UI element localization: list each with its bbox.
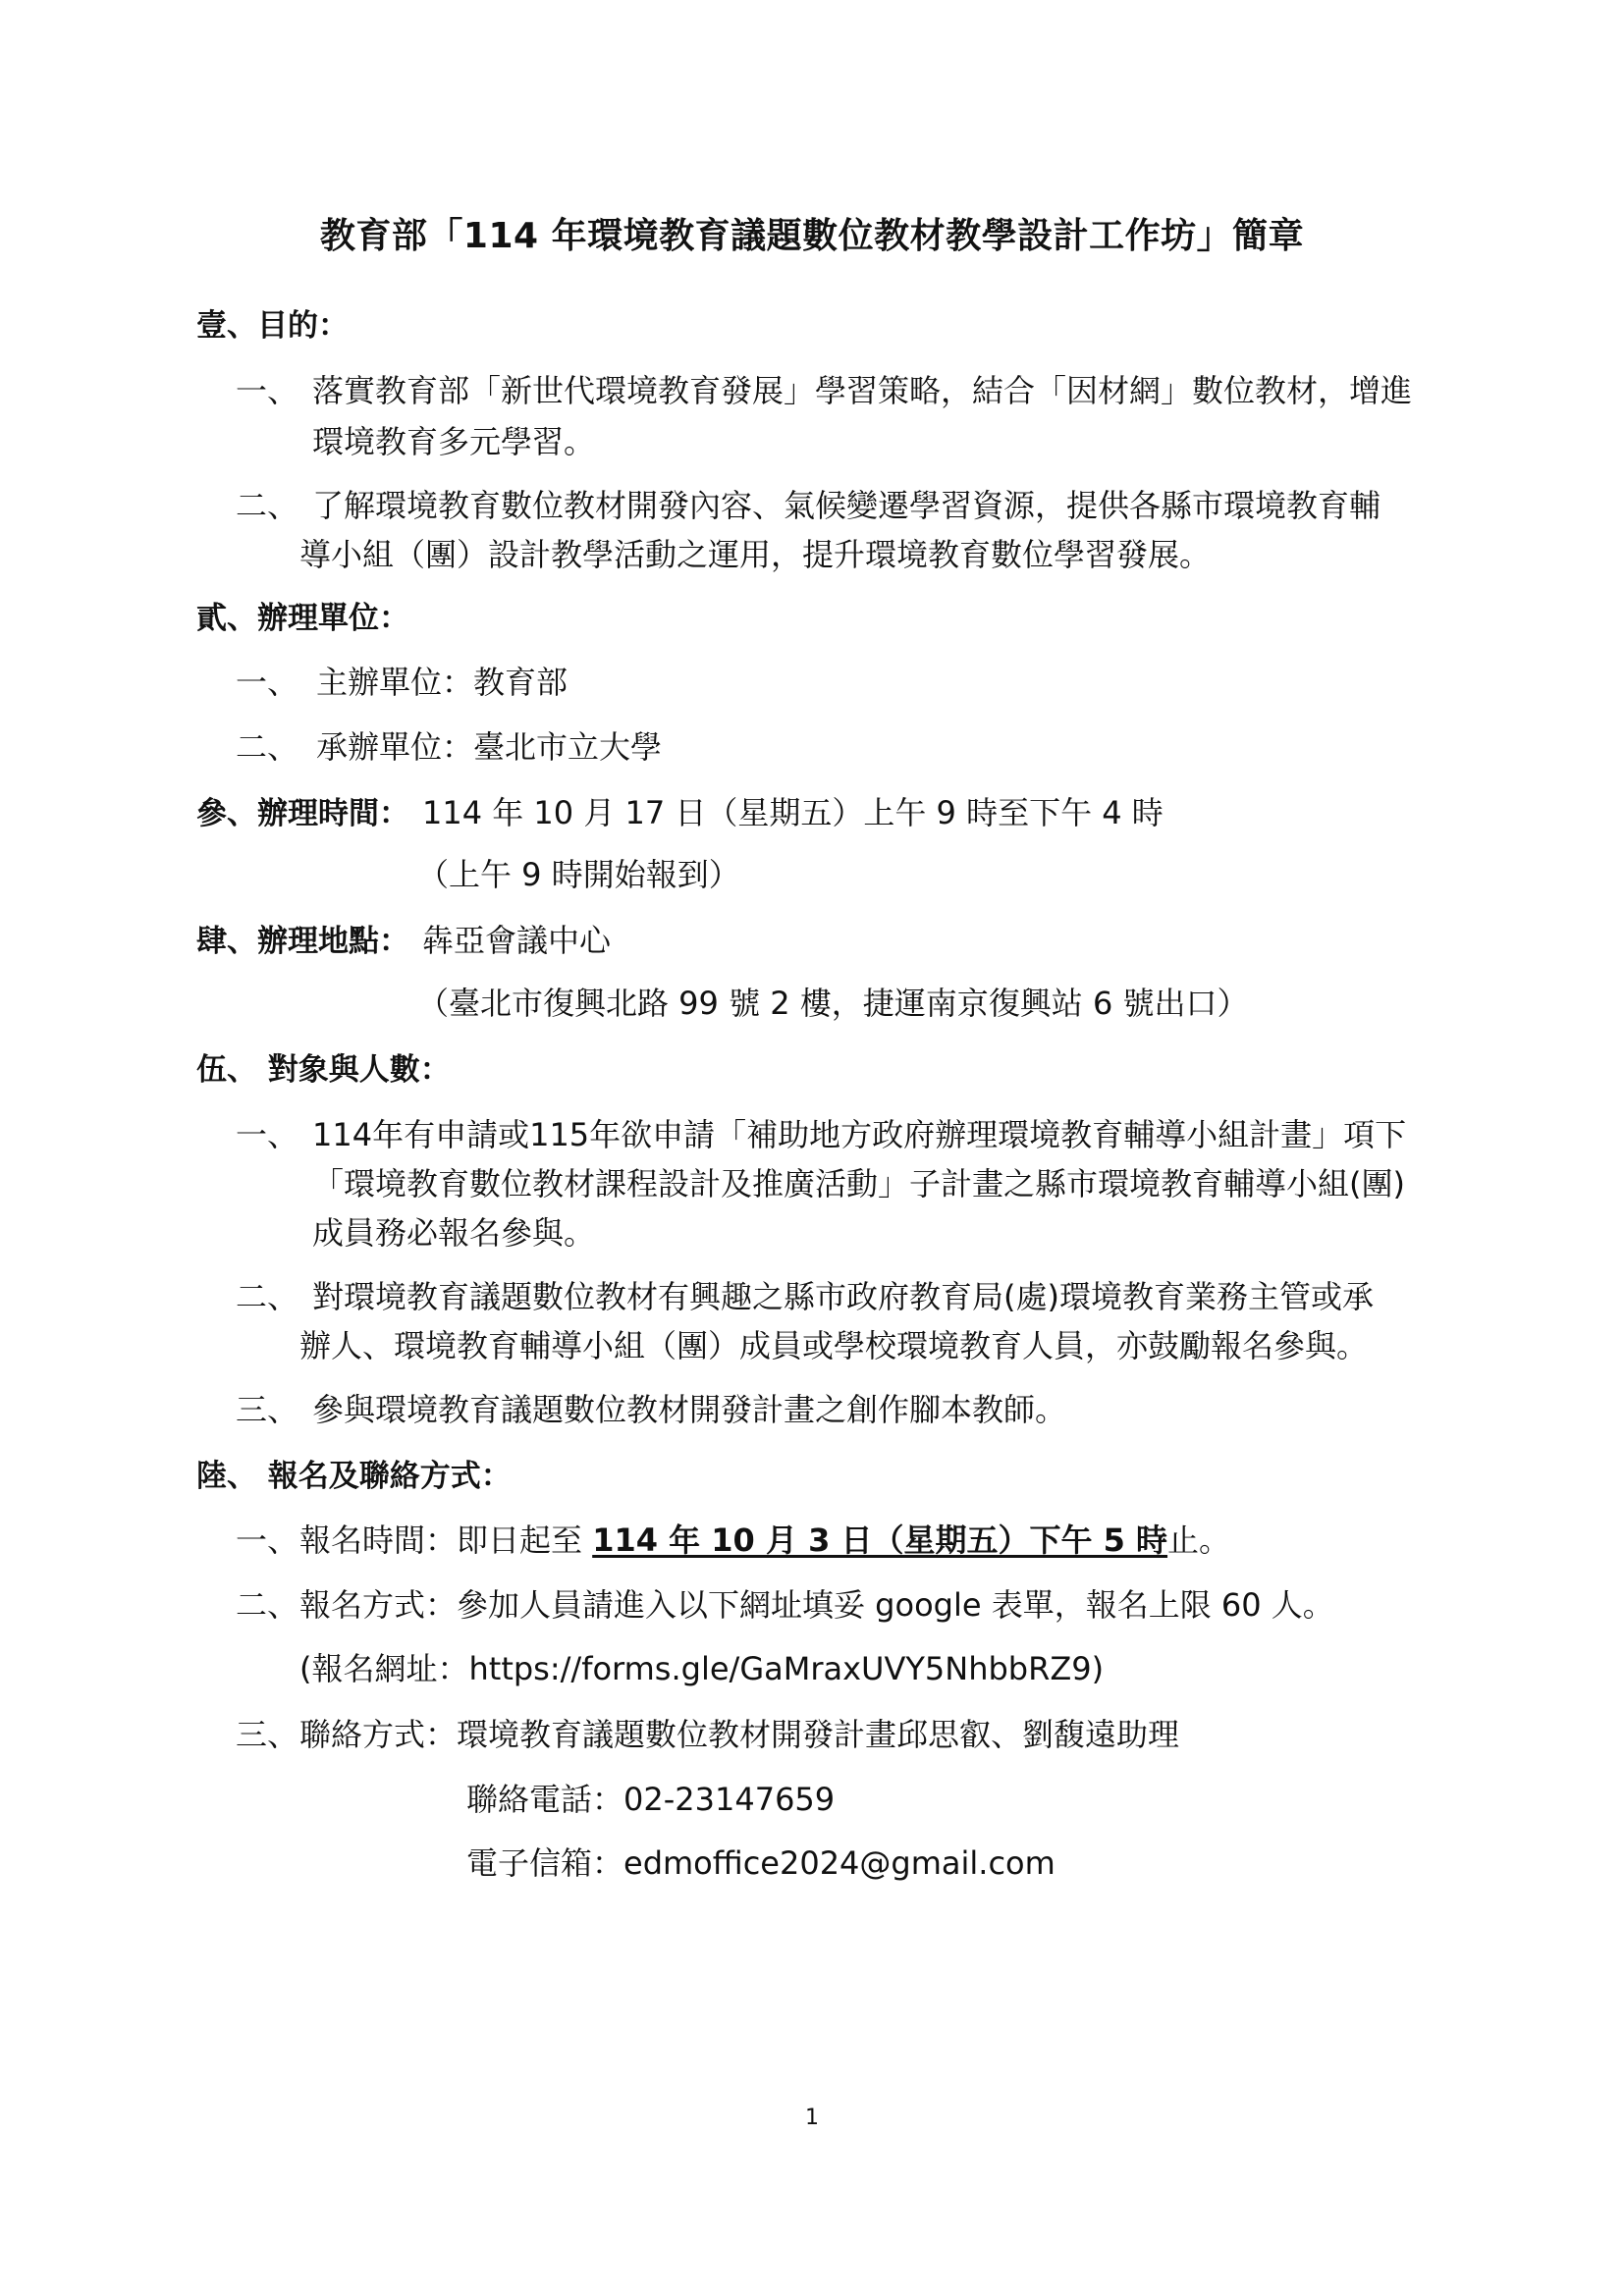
registration-time-prefix: 報名時間：即日起至 [299,1522,593,1559]
purpose-item-1-line-1: 落實教育部「新世代環境教育發展」學習策略，結合「因材網」數位教材，增進 [312,372,1413,409]
participant-item-2-number: 二、 [236,1278,299,1315]
registration-method: 報名方式：參加人員請進入以下網址填妥 google 表單，報名上限 60 人。 [299,1586,1334,1624]
organizer-item-1-number: 一、 [236,664,299,701]
purpose-item-1-line-2: 環境教育多元學習。 [312,423,596,460]
section-purpose-heading: 壹、目的： [196,308,349,344]
registration-deadline: 114 年 10 月 3 日（星期五）下午 5 時 [592,1522,1168,1559]
purpose-item-2-number: 二、 [236,487,299,524]
event-time: 114 年 10 月 17 日（星期五）上午 9 時至下午 4 時 [422,794,1164,831]
registration-item-3-number: 三、 [236,1716,299,1753]
participant-item-2-line-1: 對環境教育議題數位教材有興趣之縣市政府教育局(處)環境教育業務主管或承 [312,1278,1374,1315]
page-number: 1 [805,2106,819,2130]
purpose-item-1-number: 一、 [236,372,299,409]
participant-item-1-line-3: 成員務必報名參與。 [312,1214,596,1252]
contact-phone: 聯絡電話：02-23147659 [466,1781,836,1818]
participant-item-1-line-1: 114年有申請或115年欲申請「補助地方政府辦理環境教育輔導小組計畫」項下 [312,1116,1407,1153]
registration-url: (報名網址：https://forms.gle/GaMraxUVY5NhbbRZ9) [299,1650,1105,1687]
event-checkin-note: （上午 9 時開始報到） [417,856,740,893]
registration-time-suffix: 止。 [1167,1522,1231,1559]
section-venue-heading: 肆、辦理地點： [196,924,409,959]
organizer-host: 主辦單位：教育部 [316,664,568,701]
participant-item-1-line-2: 「環境教育數位教材課程設計及推廣活動」子計畫之縣市環境教育輔導小組(團) [312,1165,1405,1202]
participant-item-3-number: 三、 [236,1391,299,1428]
registration-time [299,1516,1230,1561]
organizer-executor: 承辦單位：臺北市立大學 [316,728,663,766]
contact-email: 電子信箱：edmoffice2024@gmail.com [466,1844,1056,1882]
section-time-heading: 參、辦理時間： [196,796,409,831]
participant-item-1-number: 一、 [236,1116,299,1153]
participant-item-2-line-2: 辦人、環境教育輔導小組（團）成員或學校環境教育人員，亦鼓勵報名參與。 [299,1327,1369,1364]
participant-item-3-line-1: 參與環境教育議題數位教材開發計畫之創作腳本教師。 [312,1391,1067,1428]
event-venue-address: （臺北市復興北路 99 號 2 樓，捷運南京復興站 6 號出口） [417,985,1249,1022]
contact-method: 聯絡方式：環境教育議題數位教材開發計畫邱思叡、劉馥遠助理 [299,1716,1180,1753]
section-participants-heading: 伍、 對象與人數： [196,1052,451,1088]
registration-item-1-number: 一、 [236,1522,299,1559]
section-organizers-heading: 貳、辦理單位： [196,601,409,636]
event-venue: 犇亞會議中心 [422,922,612,959]
section-registration-heading: 陸、 報名及聯絡方式： [196,1459,512,1494]
page-title: 教育部「114 年環境教育議題數位教材教學設計工作坊」簡章 [319,216,1305,256]
purpose-item-2-line-2: 導小組（團）設計教學活動之運用，提升環境教育數位學習發展。 [299,536,1212,573]
organizer-item-2-number: 二、 [236,728,299,766]
registration-item-2-number: 二、 [236,1586,299,1624]
purpose-item-2-line-1: 了解環境教育數位教材開發內容、氣候變遷學習資源，提供各縣市環境教育輔 [312,487,1381,524]
